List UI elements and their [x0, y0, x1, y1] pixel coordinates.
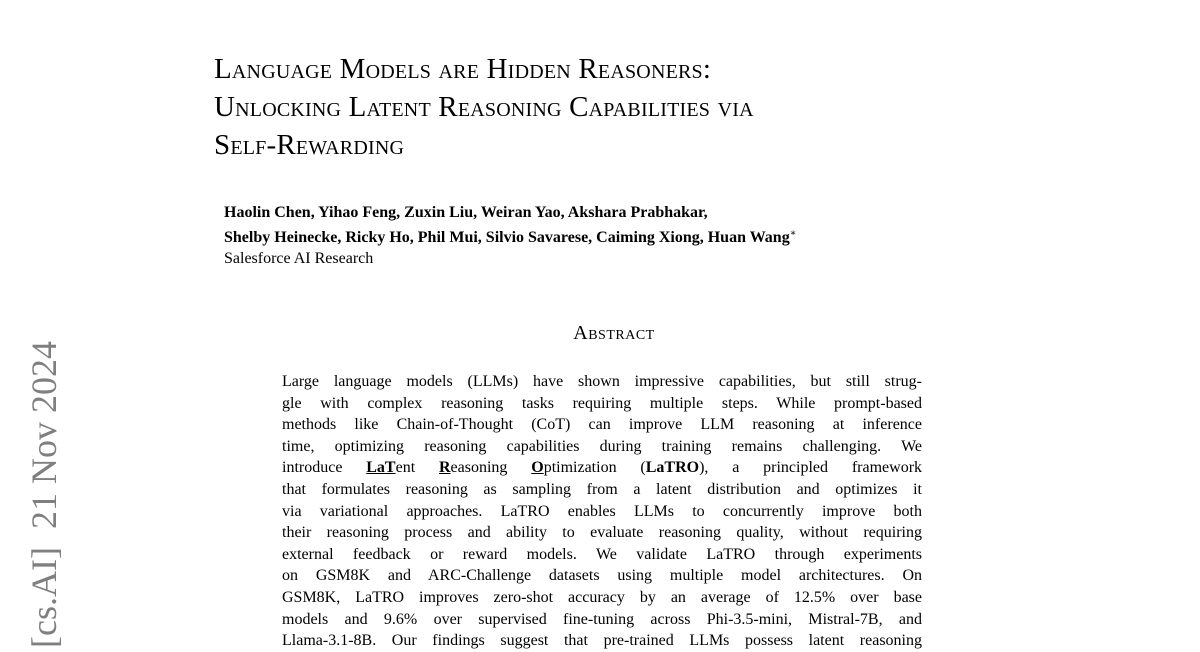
abstract-line: time, optimizing reasoning capabilities during training remains challenging. We	[282, 437, 922, 455]
acronym-latro: LaTRO	[645, 459, 700, 477]
abstract-line: gle with complex reasoning tasks requiring multiple steps. While prompt-based	[282, 394, 922, 412]
affiliation: Salesforce AI Research	[224, 250, 374, 267]
abstract-heading-text: Abstract	[573, 322, 655, 344]
abstract-line: on GSM8K and ARC-Challenge datasets using multiple model architectures. On	[282, 567, 922, 585]
acronym-letters-la: La	[366, 459, 385, 477]
acronym-letter-r: R	[438, 459, 451, 477]
abstract-line: GSM8K, LaTRO improves zero-shot accuracy by an average of 12.5% over base	[282, 588, 922, 606]
abstract-line: via variational approaches. LaTRO enables LLMs to concurrently improve both	[282, 502, 922, 520]
abstract-body	[282, 371, 922, 652]
abstract-line: that formulates reasoning as sampling from a latent distribution and optimizes it	[282, 480, 922, 498]
arxiv-side-stamp	[18, 341, 70, 648]
title-line: Unlocking Latent Reasoning Capabilities via	[214, 91, 754, 123]
abstract-line: models and 9.6% over supervised fine-tuning across Phi-3.5-mini, Mistral-7B, and	[282, 610, 922, 628]
authors-line	[224, 223, 1124, 248]
acronym-rest-ptimization: ptimization (	[543, 459, 646, 477]
acronym-letter-t: T	[384, 459, 396, 477]
title-line: Self-Rewarding	[214, 129, 405, 161]
intro-prefix: introduce	[282, 459, 367, 477]
abstract-line: Large language models (LLMs) have shown impressive capabilities, but still strug-	[282, 373, 922, 390]
arxiv-date: 21 Nov 2024	[24, 341, 64, 530]
abstract-line: Llama-3.1-8B. Our findings suggest that pre-trained LLMs possess latent reasoning	[282, 632, 922, 650]
abstract-line: external feedback or reward models. We validate LaTRO through experiments	[282, 545, 922, 563]
acronym-rest-ent: ent	[395, 459, 439, 477]
acronym-letter-o: O	[531, 459, 544, 477]
authors-names: Shelby Heinecke, Ricky Ho, Phil Mui, Silvio Savarese, Caiming Xiong, Huan Wang	[224, 229, 790, 246]
abstract-line-intro	[282, 457, 922, 479]
acronym-rest-easoning: easoning	[450, 459, 532, 477]
intro-suffix: ), a principled framework	[699, 459, 923, 477]
author-block	[224, 202, 1124, 269]
abstract-heading	[0, 320, 1200, 346]
corresponding-author-mark: ∗	[789, 228, 797, 239]
authors-line: Haolin Chen, Yihao Feng, Zuxin Liu, Weiran Yao, Akshara Prabhakar,	[224, 204, 708, 221]
arxiv-category: [cs.AI]	[24, 547, 64, 648]
abstract-line: methods like Chain-of-Thought (CoT) can improve LLM reasoning at inference	[282, 416, 922, 434]
title-line: Language Models are Hidden Reasoners:	[214, 53, 712, 85]
abstract-line: their reasoning process and ability to evaluate reasoning quality, without requiring	[282, 524, 922, 542]
paper-title	[214, 50, 1114, 164]
